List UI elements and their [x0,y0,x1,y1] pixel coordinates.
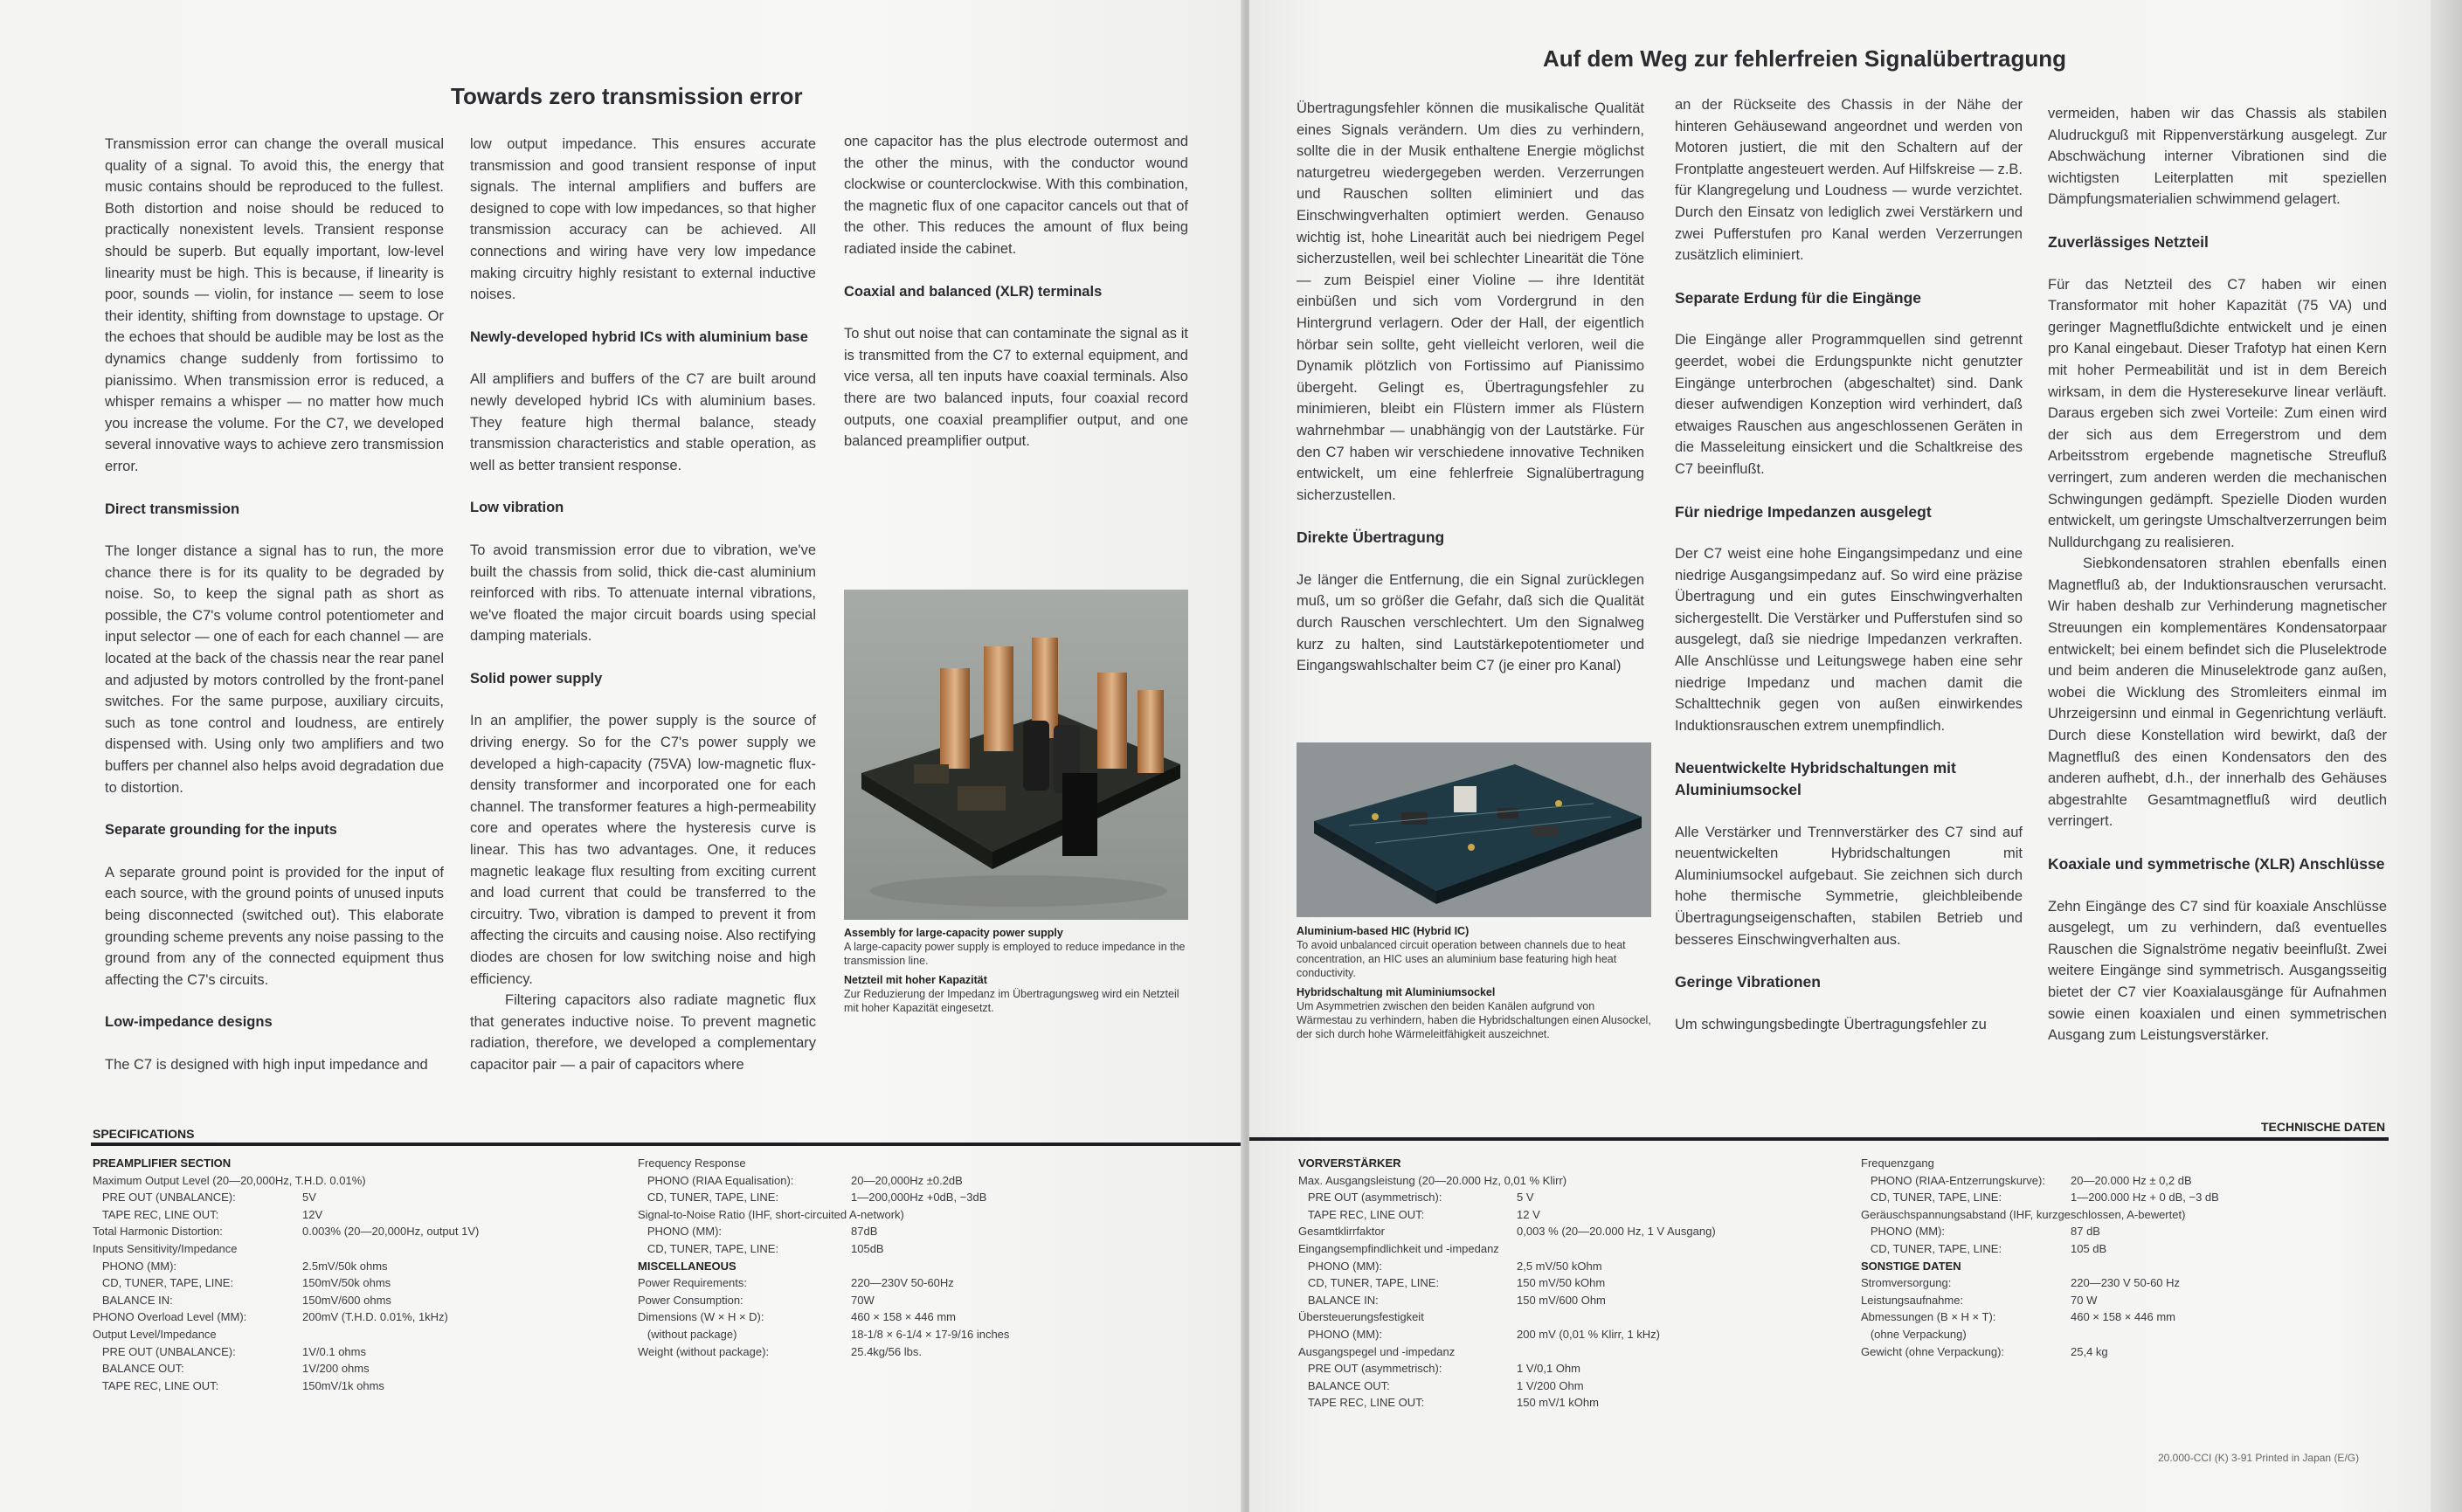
spec-row [638,1258,1127,1275]
spec-key: Gesamtklirrfaktor [1298,1225,1385,1239]
spec-key: Leistungsaufnahme: [1861,1293,1964,1307]
page-title-en: Towards zero transmission error [451,83,803,109]
specs-divider-de [1249,1137,2389,1141]
spec-row [1298,1326,1788,1343]
spec-row [638,1274,1127,1292]
right-page [1249,0,2462,1512]
spec-key: Max. Ausgangsleistung (20—20.000 Hz, 0,01 % Klirr) [1298,1173,1567,1187]
spec-value: 5 V [1517,1191,1534,1205]
spec-value: 460 × 158 × 446 mm [2071,1310,2175,1324]
spec-row [93,1274,617,1292]
spec-row [638,1308,1127,1326]
spec-key: Maximum Output Level (20—20,000Hz, T.H.D. 0.01%) [93,1173,366,1187]
spec-row [93,1172,617,1190]
spec-key: TAPE REC, LINE OUT: [1298,1207,1425,1221]
spec-value: 25.4kg/56 lbs. [851,1344,922,1358]
spec-row [93,1223,617,1240]
spec-value: 105 dB [2071,1241,2107,1255]
spec-row [1298,1343,1788,1361]
spec-value: 2.5mV/50k ohms [302,1259,388,1273]
spec-value: 20—20.000 Hz ± 0,2 dB [2071,1173,2192,1187]
spec-key: Eingangsempfindlichkeit und -impedanz [1298,1241,1499,1255]
spec-value: 70 W [2071,1293,2098,1307]
spec-key: MISCELLANEOUS [638,1259,737,1273]
text-column-3-de: vermeiden, haben wir das Chassis als stabilen Aludruckguß mit Rippenverstärkung ausgelegt. Zur Abschwächung interner Vibrationen sind die wichtigsten Leiterplatten mit speziellen Dämpfungsmaterialien schwimmend gelagert. Zuverlässiges Netzteil Für das Netzteil des C7 haben wir einen Transformator mit hoher Kapazität (75 VA) und geringer Magnetflußdichte entwickelt und je einen pro Kanal eingebaut. Dieser Trafotyp hat einen Kern mit hoher Permeabilität und ist in dem Bereich wirksam, in dem die Hysteresekurve linear verläuft. Daraus ergeben sich zwei Vorteile: Zum einen wird der sich aus dem Erregerstrom und dem Arbeitsstrom ergebende magnetische Streufluß verringert, zum anderen werden die mechanischen Schwingungen gedämpft. Spezielle Dioden wurden entwickelt, um geringste Umschaltverzerrungen beim Nulldurchgang zu realisieren. Siebkondensatoren strahlen ebenfalls einen Magnetfluß ab, der Induktionsrauschen verursacht. Wir haben deshalb zur Verhinderung magnetischer Streuungen ein komplementäres Kondensatorpaar entwickelt; bei einem befindet sich die Pluselektrode und beim anderen die Minuselektrode ganz außen, wobei die Wicklung des Stromleiters einmal im Uhrzeigersinn und einmal in Gegenrichtung verläuft. Durch diese Konstellation wird bewirkt, daß der Magnetfluß des einen Kondensators den des anderen aufhebt, d.h., der innerhalb des Gehäuses abgestrahlte Gesamtmagnetfluß wird deutlich verringert. Koaxiale und symmetrische (XLR) Anschlüsse Zehn Eingänge des C7 sind für koaxiale Anschlüsse ausgelegt, um zu verhindern, daß eventuelles Rauschen die Signalströme negativ beeinflußt. Zwei weitere Eingänge sind symmetrisch. Ausgangsseitig bietet der C7 vier Koaxialausgänge für Aufnahmen sowie einen koaxialen und einen symmetrischen Ausgang zum Leistungsverstärker. [2048,106,2387,1044]
heading-geringe-vibrationen: Geringe Vibrationen [1675,973,1821,991]
spec-row [1861,1172,2350,1190]
spec-row [638,1206,1127,1224]
text-column-2-en: low output impedance. This ensures accurate transmission and good transient response of input signals. The internal amplifiers and buffers are designed to cope with low impedances, so that higher transmission accuracy can be achieved. All connections and wiring have very low impedance making circuitry highly resistant to external inductive noises. Newly-developed hybrid ICs with aluminium base All amplifiers and buffers of the C7 are built around newly developed hybrid ICs with aluminium bases. They feature high thermal balance, steady transmission characteristics and stable operation, as well as better transient response. Low vibration To avoid transmission error due to vibration, we've built the chassis from solid, thick die-cast aluminium reinforced with ribs. To attenuate internal vibrations, we've floated the major circuit boards using special damping materials. Solid power supply In an amplifier, the power supply is the source of driving energy. So for the C7's power supply we developed a high-capacity (75VA) low-magnetic flux-density transformer and incorporated one for each channel. The transformer features a high-permeability core and operates where the hysteresis curve is linear. This has two advantages. One, it reduces magnetic leakage flux resulting from exciting current and load current that could be transferred to the circuitry. Two, vibration is damped to prevent it from affecting the circuits and causing noise. Also rectifying diodes are chosen for low switching noise and high efficiency. Filtering capacitors also radiate magnetic flux that generates inductive noise. To prevent magnetic radiation, therefore, we developed a complementary capacitor pair — a pair of capacitors where [470,136,816,1073]
spec-row [1861,1326,2350,1343]
spec-row [1298,1240,1788,1258]
spec-key: Übersteuerungsfestigkeit [1298,1310,1424,1324]
spec-key: Dimensions (W × H × D): [638,1310,764,1324]
spec-row [1861,1258,2350,1275]
spec-row [1861,1223,2350,1240]
spec-row [93,1360,617,1377]
text-column-1-en: Transmission error can change the overall musical quality of a signal. To avoid this, the energy that music contains should be reproduced to the fullest. Both distortion and noise should be reduced to practically nonexistent levels. Transient response should be superb. But equally important, low-level linearity must be high. This is because, if linearity is poor, sounds — violin, for instance — seem to lose their identity, shifting from downstage to upstage. Or the echoes that should be audible may be lost as the dynamics change suddenly from fortissimo to pianissimo. When transmission error is reduced, a whisper remains a whisper — no matter how much you increase the volume. For the C7, we developed several innovative ways to achieve zero transmission error. Direct transmission The longer distance a signal has to run, the more chance there is for its quality to be degraded by noise. So, to keep the signal path as short as possible, the C7's volume control potentiometer and input selector — one of each for each channel — are located at the back of the chassis near the rear panel and adjusted by motors controlled by the front-panel switches. For the same purpose, auxiliary circuits, such as tone control and loudness, are entirely dispensed with. Using only two amplifiers and two buffers per channel also helps avoid degradation due to distortion. Separate grounding for the inputs A separate ground point is provided for the input of each source, with the ground points of unused inputs being disconnected (switched out). This elaborate grounding scheme prevents any noise passing to the ground from any of the connected equipment thus affecting the C7's circuits. Low-impedance designs The C7 is designed with high input impedance and [105,136,444,1073]
spec-row [1861,1292,2350,1309]
spec-row [93,1240,617,1258]
spec-value: 0,003 % (20—20.000 Hz, 1 V Ausgang) [1517,1225,1716,1239]
spec-value: 1V/0.1 ohms [302,1344,366,1358]
specs-table-vorverstaerker [1298,1155,1788,1412]
spec-row [638,1189,1127,1206]
spec-row [1298,1308,1788,1326]
spec-key: TAPE REC, LINE OUT: [93,1207,219,1221]
spec-key: BALANCE IN: [93,1293,173,1307]
spec-row [93,1155,617,1172]
spec-row [1861,1274,2350,1292]
spec-row [1861,1206,2350,1224]
spec-key: BALANCE IN: [1298,1293,1379,1307]
spec-value: 1—200,000Hz +0dB, −3dB [851,1191,987,1205]
heading-niedrige-impedanzen: Für niedrige Impedanzen ausgelegt [1675,502,1932,521]
heading-separate-grounding: Separate grounding for the inputs [105,822,337,839]
spec-key: TAPE REC, LINE OUT: [1298,1396,1425,1410]
spec-value: 25,4 kg [2071,1344,2108,1358]
spec-row [93,1292,617,1309]
spec-key: TAPE REC, LINE OUT: [93,1378,219,1392]
text-column-2-de: an der Rückseite des Chassis in der Nähe der hinteren Gehäusewand angeordnet und werden von Motoren justiert, die mit den Schaltern auf der Frontplatte angesteuert werden. Auf Hilfskreise — z.B. für Klangregelung und Loudness — wurde verzichtet. Durch den Einsatz von lediglich zwei Verstärkern und zwei Pufferstufen pro Kanal werden Verzerrungen zusätzlich eliminiert. Separate Erdung für die Eingänge Die Eingänge aller Programmquellen sind getrennt geerdet, wobei die Erdungspunkte nicht genutzter Eingänge unterbrochen (abgeschaltet) sind. Dank dieser aufwendigen Konzeption wird verhindert, daß etwaiges Rauschen aus angeschlossenen Geräten in die Masseleitung einsickert und die Schaltkreise des C7 beeinflußt. Für niedrige Impedanzen ausgelegt Der C7 weist eine hohe Eingangsimpedanz und eine niedrige Ausgangsimpedanz auf. So wird eine präzise Übertragung und ein gutes Einschwingverhalten sichergestellt. Die Verstärker und Pufferstufen sind so ausgelegt, daß sie niedrige Impedanzen verkraften. Alle Anschlüsse und Leitungswege haben eine sehr niedrige Impedanz und machen damit die Schalttechnik gegen von außen einwirkendes Induktionsrauschen extrem unempfindlich. Neuentwickelte Hybridschaltungen mit Aluminiumsockel Alle Verstärker und Trennverstärker des C7 sind auf neuentwickelten Hybridschaltungen mit Aluminiumsockel aufgebaut. Sie zeichnen sich durch hohe thermische Symmetrie, gleichbleibende Übertragungseigenschaften, stabilen Betrieb und besseres Einschwingverhalten aus. Geringe Vibrationen Um schwingungsbedingte Übertragungsfehler zu [1675,97,2023,1032]
spec-key: (without package) [638,1327,737,1341]
spec-key: BALANCE OUT: [1298,1378,1390,1392]
spec-value: 150 mV/600 Ohm [1517,1293,1606,1307]
spec-row [93,1343,617,1361]
spec-key: PRE OUT (UNBALANCE): [93,1344,236,1358]
spec-value: 200mV (T.H.D. 0.01%, 1kHz) [302,1310,448,1324]
spec-value: 87 dB [2071,1225,2100,1239]
spec-row [1298,1172,1788,1190]
spec-row [1298,1394,1788,1412]
spec-key: Signal-to-Noise Ratio (IHF, short-circuited A-network) [638,1207,904,1221]
spec-key: PHONO (MM): [1298,1259,1383,1273]
spec-row [638,1240,1127,1258]
spec-value: 460 × 158 × 446 mm [851,1310,956,1324]
spec-key: VORVERSTÄRKER [1298,1156,1401,1170]
spec-key: Output Level/Impedance [93,1327,217,1341]
spec-key: CD, TUNER, TAPE, LINE: [1861,1241,2002,1255]
spec-key: Power Requirements: [638,1276,747,1290]
spec-value: 220—230 V 50-60 Hz [2071,1276,2181,1290]
spec-value: 1 V/200 Ohm [1517,1378,1584,1392]
spec-row [1861,1155,2350,1172]
power-supply-photo [844,590,1188,920]
spec-value: 150 mV/50 kOhm [1517,1276,1606,1290]
spec-value: 1—200.000 Hz + 0 dB, −3 dB [2071,1191,2219,1205]
specs-table-preamplifier [93,1155,617,1394]
spec-value: 70W [851,1293,875,1307]
spec-row [638,1292,1127,1309]
spec-value: 20—20,000Hz ±0.2dB [851,1173,963,1187]
page-title-de: Auf dem Weg zur fehlerfreien Signalübertragung [1543,45,2067,72]
spec-key: PHONO Overload Level (MM): [93,1310,247,1324]
heading-separate-erdung: Separate Erdung für die Eingänge [1675,288,1921,307]
spec-row [93,1206,617,1224]
spec-key: Stromversorgung: [1861,1276,1952,1290]
heading-direkte-uebertragung: Direkte Übertragung [1297,528,1445,547]
spec-row [93,1326,617,1343]
spec-value: 1V/200 ohms [302,1362,370,1376]
spec-key: CD, TUNER, TAPE, LINE: [1298,1276,1440,1290]
spec-row [638,1343,1127,1361]
spec-value: 2,5 mV/50 kOhm [1517,1259,1602,1273]
spec-row [93,1258,617,1275]
spec-row [93,1189,617,1206]
spec-row [93,1308,617,1326]
spec-key: (ohne Verpackung) [1861,1327,1967,1341]
print-footer: 20.000-CCI (K) 3-91 Printed in Japan (E/G) [2158,1452,2360,1464]
spec-key: CD, TUNER, TAPE, LINE: [638,1191,779,1205]
spec-value: 12 V [1517,1207,1540,1221]
heading-coaxial-terminals: Coaxial and balanced (XLR) terminals [844,283,1103,300]
power-supply-caption: Assembly for large-capacity power supply A large-capacity power supply is employed to reduce impedance in the transmission line. Netzteil mit hoher Kapazität Zur Reduzierung der Impedanz im Übertragungsweg wird ein Netzteil mit hoher Kapazität eingesetzt. [844,927,1186,1014]
spec-key: Gewicht (ohne Verpackung): [1861,1344,2005,1358]
spec-row [1861,1240,2350,1258]
spec-value: 1 V/0,1 Ohm [1517,1362,1580,1376]
spec-row [638,1223,1127,1240]
spec-key: PREAMPLIFIER SECTION [93,1156,232,1170]
spec-row [1861,1189,2350,1206]
spec-key: PHONO (MM): [1861,1225,1946,1239]
spec-row [1861,1308,2350,1326]
spec-row [1298,1223,1788,1240]
spec-key: Power Consumption: [638,1293,743,1307]
spec-key: PHONO (RIAA Equalisation): [638,1173,794,1187]
spec-row [1298,1155,1788,1172]
spec-key: BALANCE OUT: [93,1362,184,1376]
spec-row [1861,1343,2350,1361]
spec-value: 220—230V 50-60Hz [851,1276,954,1290]
spec-value: 0.003% (20—20,000Hz, output 1V) [302,1225,480,1239]
spec-key: PRE OUT (asymmetrisch): [1298,1191,1442,1205]
spec-row [1298,1206,1788,1224]
heading-low-impedance: Low-impedance designs [105,1014,273,1031]
spec-row [1298,1360,1788,1377]
spec-key: PHONO (RIAA-Entzerrungskurve): [1861,1173,2045,1187]
heading-direct-transmission: Direct transmission [105,501,240,517]
spec-key: Abmessungen (B × H × T): [1861,1310,1996,1324]
heading-koaxiale-anschluesse: Koaxiale und symmetrische (XLR) Anschlüsse [2048,855,2385,873]
hybrid-ic-caption: Aluminium-based HIC (Hybrid IC) To avoid unbalanced circuit operation between channels due to heat concentration, an HIC uses an aluminium base featuring high heat conductivity. Hybridschaltung mit Aluminiumsockel Um Asymmetrien zwischen den beiden Kanälen aufgrund von Wärmestau zu verhindern, haben die Hybridschaltungen einen Alusockel, der sich durch hohe Wärmeleitfähigkeit auszeichnet. [1297,925,1651,1040]
spec-value: 150mV/600 ohms [302,1293,391,1307]
technische-daten-label: TECHNISCHE DATEN [2261,1120,2386,1134]
specs-table-frequency [638,1155,1127,1360]
spec-key: CD, TUNER, TAPE, LINE: [1861,1191,2002,1205]
heading-low-vibration: Low vibration [470,500,564,516]
spec-key: Inputs Sensitivity/Impedance [93,1241,238,1255]
specs-divider [91,1143,1242,1146]
spec-key: Weight (without package): [638,1344,770,1358]
spec-key: Frequency Response [638,1156,746,1170]
spec-key: SONSTIGE DATEN [1861,1259,1961,1273]
spec-row [638,1172,1127,1190]
spec-value: 150mV/50k ohms [302,1276,391,1290]
spec-row [1298,1292,1788,1309]
specifications-label: SPECIFICATIONS [93,1127,195,1141]
spec-key: PRE OUT (UNBALANCE): [93,1191,236,1205]
spec-row [1298,1258,1788,1275]
text-column-3-en: one capacitor has the plus electrode outermost and the other the minus, with the conductor wound clockwise or counterclockwise. With this combination, the magnetic flux of one capacitor cancels out that of the other. This reduces the amount of flux being radiated inside the cabinet. Coaxial and balanced (XLR) terminals To shut out noise that can contaminate the signal as it is transmitted from the C7 to external equipment, and vice versa, all ten inputs have coaxial terminals. Also there are two balanced inputs, four coaxial record outputs, one coaxial preamplifier output, and one balanced preamplifier output. [844,134,1188,450]
heading-hybrid-ics: Newly-developed hybrid ICs with aluminium base [470,328,808,345]
hybrid-ic-photo [1297,742,1651,917]
spec-value: 200 mV (0,01 % Klirr, 1 kHz) [1517,1327,1660,1341]
spec-row [1298,1377,1788,1395]
spec-value: 87dB [851,1225,878,1239]
spec-row [93,1377,617,1395]
spec-value: 150 mV/1 kOhm [1517,1396,1599,1410]
spec-value: 12V [302,1207,323,1221]
heading-hybridschaltungen: Neuentwickelte Hybridschaltungen mit Aluminiumsockel [1675,759,1956,799]
spec-key: PHONO (MM): [638,1225,723,1239]
spec-key: PRE OUT (asymmetrisch): [1298,1362,1442,1376]
heading-solid-power-supply: Solid power supply [470,670,603,687]
spec-key: Frequenzgang [1861,1156,1934,1170]
spec-key: Total Harmonic Distortion: [93,1225,223,1239]
text-column-1-de: Übertragungsfehler können die musikalische Qualität eines Signals verändern. Um dies zu verhindern, sollte die in der Musik enthaltene Energie möglichst naturgetreu wiedergegeben werden. Verzerrungen und Rauschen sollten eliminiert und das Einschwingverhalten optimiert werden. Genauso wichtig ist, hohe Linearität auch bei niedrigem Pegel sicherzustellen, weil bei schlechter Linearität die Töne — zum Beispiel einer Violine — ihre Identität einbüßen und sich vom Vordergrund in den Hintergrund verlagern. Oder der Hall, der eigentlich hörbar sein sollte, geht vielleicht verloren, weil die Dynamik plötzlich von Fortissimo auf Pianissimo übergeht. Gelingt es, Übertragungsfehler zu minimieren, bleibt ein Flüstern immer als Flüstern wahrnehmbar — unabhängig von der Lautstärke. Für den C7 haben wir verschiedene innovative Techniken entwickelt, um eine fehlerfreie Signalübertragung sicherzustellen. Direkte Übertragung Je länger die Entfernung, die ein Signal zurücklegen muß, um so größer die Gefahr, daß sich die Qualität durch Rauschen verschlechtert. Um den Signalweg kurz zu halten, sind Lautstärkepotentiometer und Eingangswahlschalter beim C7 (je einer pro Kanal) [1297,100,1644,674]
spec-value: 150mV/1k ohms [302,1378,384,1392]
spec-value: 5V [302,1191,316,1205]
spec-value: 18-1/8 × 6-1/4 × 17-9/16 inches [851,1327,1010,1341]
spec-row [638,1326,1127,1343]
spec-row [1298,1189,1788,1206]
spec-row [1298,1274,1788,1292]
spec-row [638,1155,1127,1172]
specs-table-frequenzgang [1861,1155,2350,1360]
spec-key: Ausgangspegel und -impedanz [1298,1344,1456,1358]
spec-value: 105dB [851,1241,884,1255]
spec-key: CD, TUNER, TAPE, LINE: [638,1241,779,1255]
page-edge-shadow [2431,0,2462,1512]
spec-key: PHONO (MM): [93,1259,177,1273]
spec-key: Geräuschspannungsabstand (IHF, kurzgeschlossen, A-bewertet) [1861,1207,2186,1221]
heading-netzteil: Zuverlässiges Netzteil [2048,232,2209,251]
spec-key: PHONO (MM): [1298,1327,1383,1341]
spec-key: CD, TUNER, TAPE, LINE: [93,1276,234,1290]
